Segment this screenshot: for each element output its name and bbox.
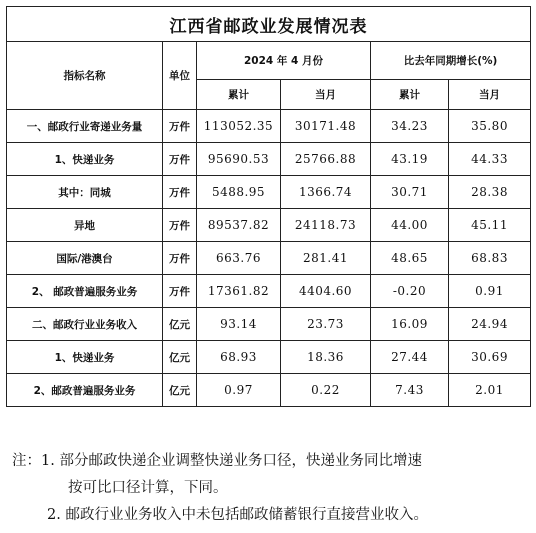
current-month-header: 当月: [281, 80, 371, 110]
cumulative-value: 89537.82: [197, 209, 281, 242]
indicator-name: 2、 邮政普遍服务业务: [7, 275, 163, 308]
cumulative-value: 95690.53: [197, 143, 281, 176]
postal-stats-table: [6, 6, 531, 407]
table-notes: [12, 448, 528, 529]
indicator-name: 1、快递业务: [7, 143, 163, 176]
current-month-value: 281.41: [281, 242, 371, 275]
note-line-1: 注：1. 部分邮政快递企业调整快递业务口径，快递业务同比增速: [12, 453, 422, 469]
yoy-current-month-value: 30.69: [449, 341, 531, 374]
unit-value: 万件: [163, 209, 197, 242]
yoy-cumulative-value: -0.20: [371, 275, 449, 308]
yoy-current-month-value: 28.38: [449, 176, 531, 209]
current-month-value: 30171.48: [281, 110, 371, 143]
cumulative-value: 68.93: [197, 341, 281, 374]
yoy-header: 比去年同期增长(%): [371, 42, 531, 80]
yoy-cumulative-header: 累计: [371, 80, 449, 110]
unit-header: 单位: [163, 42, 197, 110]
table-row: [7, 308, 531, 341]
yoy-cumulative-value: 7.43: [371, 374, 449, 407]
yoy-cumulative-value: 43.19: [371, 143, 449, 176]
yoy-current-month-value: 44.33: [449, 143, 531, 176]
table-row: [7, 341, 531, 374]
period-header: 2024 年 4 月份: [197, 42, 371, 80]
table-row: [7, 176, 531, 209]
cumulative-value: 5488.95: [197, 176, 281, 209]
table-row: [7, 110, 531, 143]
table-row: [7, 242, 531, 275]
table-row: [7, 275, 531, 308]
note-line-2: 2. 邮政行业业务收入中未包括邮政储蓄银行直接营业收入。: [47, 507, 428, 523]
yoy-current-month-value: 2.01: [449, 374, 531, 407]
cumulative-header: 累计: [197, 80, 281, 110]
unit-value: 万件: [163, 242, 197, 275]
unit-value: 亿元: [163, 308, 197, 341]
indicator-name: 1、快递业务: [7, 341, 163, 374]
indicator-name: 国际/港澳台: [7, 242, 163, 275]
cumulative-value: 17361.82: [197, 275, 281, 308]
table-row: [7, 143, 531, 176]
current-month-value: 18.36: [281, 341, 371, 374]
yoy-current-month-header: 当月: [449, 80, 531, 110]
current-month-value: 24118.73: [281, 209, 371, 242]
yoy-cumulative-value: 48.65: [371, 242, 449, 275]
indicator-name: 异地: [7, 209, 163, 242]
unit-value: 万件: [163, 110, 197, 143]
cumulative-value: 663.76: [197, 242, 281, 275]
current-month-value: 23.73: [281, 308, 371, 341]
unit-value: 万件: [163, 275, 197, 308]
yoy-current-month-value: 35.80: [449, 110, 531, 143]
cumulative-value: 113052.35: [197, 110, 281, 143]
yoy-cumulative-value: 34.23: [371, 110, 449, 143]
cumulative-value: 93.14: [197, 308, 281, 341]
note-line-1-continued: 按可比口径计算，下同。: [68, 480, 228, 496]
yoy-current-month-value: 24.94: [449, 308, 531, 341]
table-title: 江西省邮政业发展情况表: [7, 7, 531, 42]
yoy-cumulative-value: 27.44: [371, 341, 449, 374]
current-month-value: 4404.60: [281, 275, 371, 308]
unit-value: 亿元: [163, 374, 197, 407]
table-row: [7, 374, 531, 407]
yoy-current-month-value: 45.11: [449, 209, 531, 242]
table-row: [7, 209, 531, 242]
current-month-value: 25766.88: [281, 143, 371, 176]
indicator-name-header: 指标名称: [7, 42, 163, 110]
indicator-name: 2、邮政普遍服务业务: [7, 374, 163, 407]
yoy-current-month-value: 0.91: [449, 275, 531, 308]
yoy-current-month-value: 68.83: [449, 242, 531, 275]
unit-value: 万件: [163, 176, 197, 209]
current-month-value: 0.22: [281, 374, 371, 407]
cumulative-value: 0.97: [197, 374, 281, 407]
yoy-cumulative-value: 16.09: [371, 308, 449, 341]
current-month-value: 1366.74: [281, 176, 371, 209]
unit-value: 亿元: [163, 341, 197, 374]
indicator-name: 其中：同城: [7, 176, 163, 209]
unit-value: 万件: [163, 143, 197, 176]
yoy-cumulative-value: 44.00: [371, 209, 449, 242]
indicator-name: 二、邮政行业业务收入: [7, 308, 163, 341]
yoy-cumulative-value: 30.71: [371, 176, 449, 209]
indicator-name: 一、邮政行业寄递业务量: [7, 110, 163, 143]
